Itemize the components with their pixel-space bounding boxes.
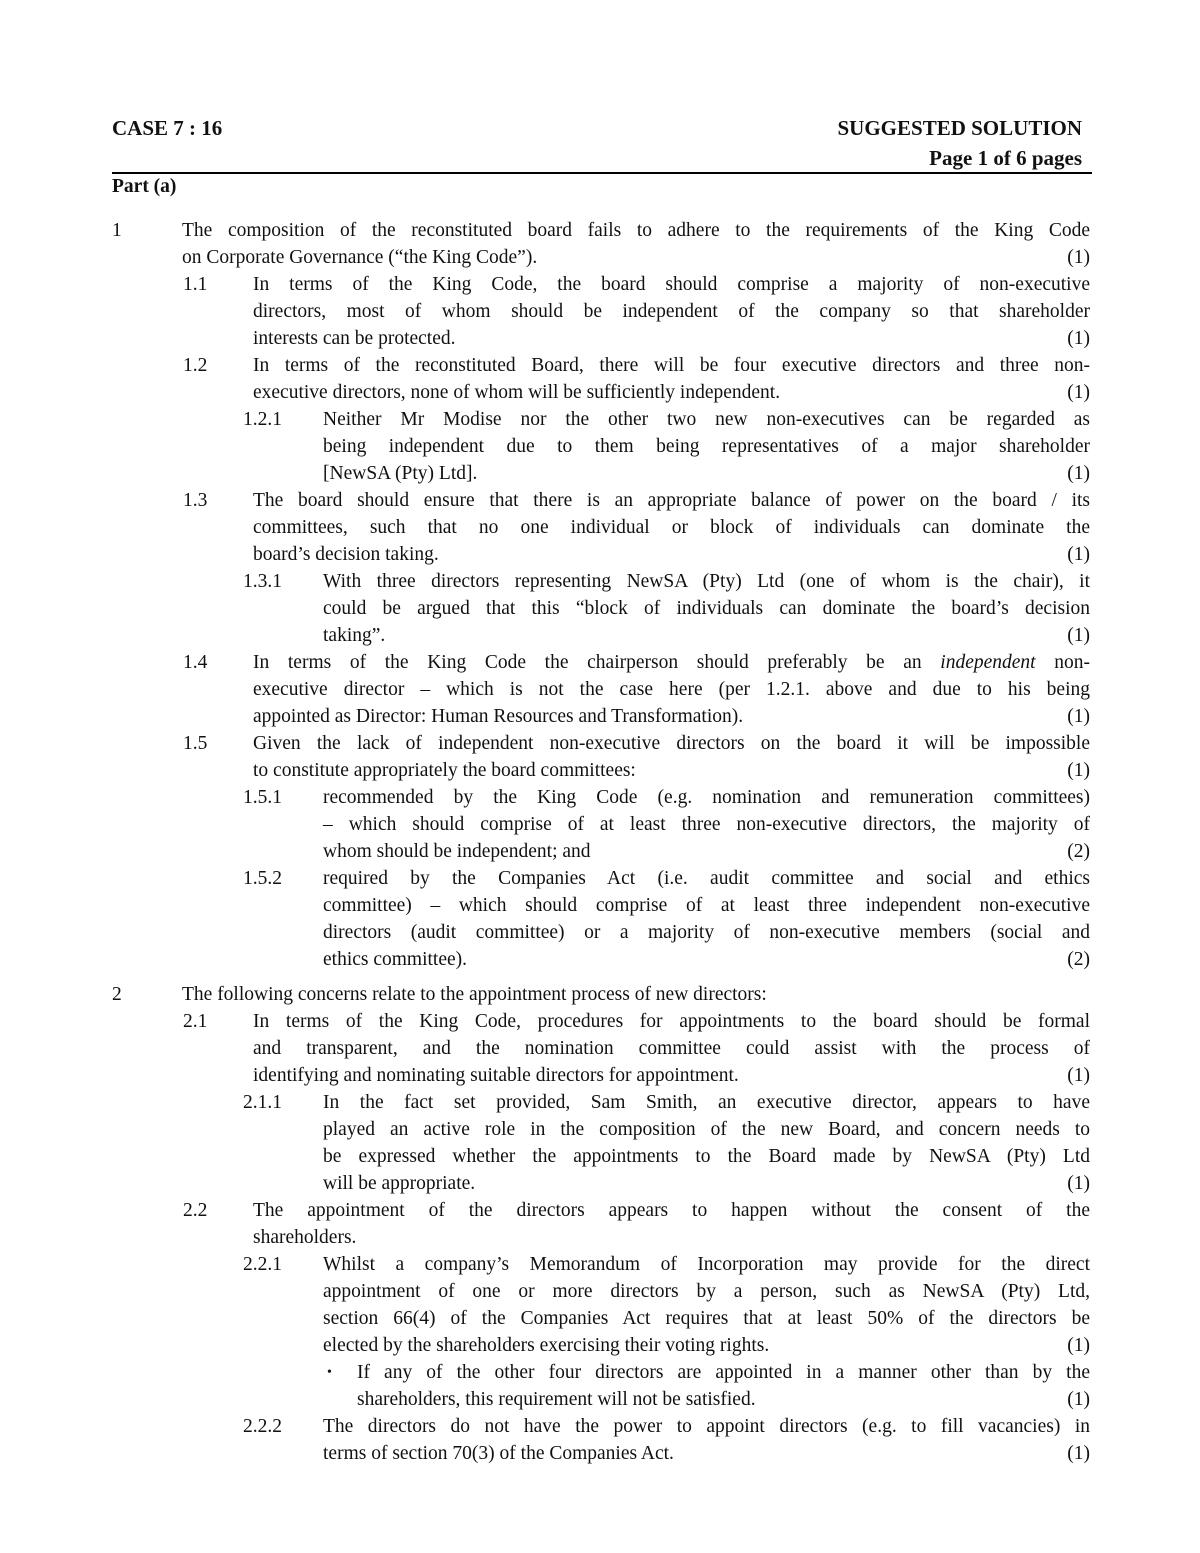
mark-allocation: (1): [1067, 382, 1090, 403]
line-text: will be appropriate.: [323, 1173, 476, 1194]
bullet-icon: •: [327, 1365, 332, 1380]
text-line: [0, 1170, 1200, 1197]
text-line: [0, 1251, 1200, 1278]
line-text: interests can be protected.: [253, 328, 456, 349]
line-text: required by the Companies Act (i.e. audit committee and social and ethics: [323, 868, 1090, 889]
line-text: If any of the other four directors are appointed in a manner other than by the: [357, 1362, 1090, 1383]
case-number: CASE 7 : 16: [112, 116, 223, 140]
mark-allocation: (2): [1067, 949, 1090, 970]
text-line: [0, 379, 1200, 406]
item-number: 2.1: [183, 1011, 208, 1032]
mark-allocation: (1): [1067, 760, 1090, 781]
mark-allocation: (1): [1067, 328, 1090, 349]
page-indicator: Page 1 of 6 pages: [929, 146, 1082, 170]
text-line: [0, 1062, 1200, 1089]
line-text: committee) – which should comprise of at least three independent non-executive: [323, 895, 1090, 916]
solution-title: SUGGESTED SOLUTION: [837, 116, 1082, 140]
text-line: [0, 244, 1200, 271]
item-number: 1.5.2: [243, 868, 282, 889]
line-text: In terms of the King Code, the board should comprise a majority of non-executive: [253, 274, 1090, 295]
text-line: [0, 981, 1200, 1008]
text-line: [0, 919, 1200, 946]
item-number: 1: [112, 220, 122, 241]
emphasis-text: independent: [940, 652, 1036, 673]
line-text: appointment of one or more directors by a person, such as NewSA (Pty) Ltd,: [323, 1281, 1090, 1302]
text-line: [0, 784, 1200, 811]
text-line: [0, 1440, 1200, 1467]
item-number: 1.4: [183, 652, 208, 673]
mark-allocation: (1): [1067, 544, 1090, 565]
text-line: [0, 271, 1200, 298]
text-line: [0, 757, 1200, 784]
line-text: recommended by the King Code (e.g. nomination and remuneration committees): [323, 787, 1090, 808]
line-text: ethics committee).: [323, 949, 468, 970]
mark-allocation: (1): [1067, 1335, 1090, 1356]
text-line: [0, 514, 1200, 541]
line-text: Given the lack of independent non-executive directors on the board it will be impossible: [253, 733, 1090, 754]
text-line: [0, 1089, 1200, 1116]
line-text: elected by the shareholders exercising their voting rights.: [323, 1335, 770, 1356]
line-text: The directors do not have the power to appoint directors (e.g. to fill vacancies) in: [323, 1416, 1090, 1437]
item-number: 2: [112, 984, 122, 1005]
line-text: section 66(4) of the Companies Act requires that at least 50% of the directors be: [323, 1308, 1090, 1329]
text-line: [0, 946, 1200, 973]
mark-allocation: (1): [1067, 706, 1090, 727]
text-line: [0, 649, 1200, 676]
text-line: [0, 1332, 1200, 1359]
text-line: [0, 352, 1200, 379]
line-text: terms of section 70(3) of the Companies Act.: [323, 1443, 674, 1464]
mark-allocation: (2): [1067, 841, 1090, 862]
text-line: [0, 676, 1200, 703]
line-text: appointed as Director: Human Resources and Transformation).: [253, 706, 744, 727]
mark-allocation: (1): [1067, 1065, 1090, 1086]
text-line: [0, 811, 1200, 838]
line-text: Whilst a company’s Memorandum of Incorporation may provide for the direct: [323, 1254, 1090, 1275]
line-text: could be argued that this “block of individuals can dominate the board’s decision: [323, 598, 1090, 619]
mark-allocation: (1): [1067, 625, 1090, 646]
text-line: [0, 541, 1200, 568]
item-number: 2.2: [183, 1200, 208, 1221]
item-number: 1.1: [183, 274, 208, 295]
item-number: 1.5.1: [243, 787, 282, 808]
line-text: The appointment of the directors appears to happen without the consent of the: [253, 1200, 1090, 1221]
line-text: board’s decision taking.: [253, 544, 439, 565]
text-line: [0, 1143, 1200, 1170]
text-line: [0, 460, 1200, 487]
text-line: [0, 1386, 1200, 1413]
text-line: [0, 217, 1200, 244]
line-text: [NewSA (Pty) Ltd].: [323, 463, 478, 484]
line-text: executive directors, none of whom will be sufficiently independent.: [253, 382, 781, 403]
text-line: [0, 1224, 1200, 1251]
text-line: [0, 865, 1200, 892]
text-line: [0, 1305, 1200, 1332]
item-number: 2.1.1: [243, 1092, 282, 1113]
text-line: [0, 1278, 1200, 1305]
mark-allocation: (1): [1067, 1173, 1090, 1194]
item-number: 2.2.1: [243, 1254, 282, 1275]
mark-allocation: (1): [1067, 247, 1090, 268]
item-number: 1.3.1: [243, 571, 282, 592]
item-number: 1.3: [183, 490, 208, 511]
line-text: Neither Mr Modise nor the other two new non-executives can be regarded as: [323, 409, 1090, 430]
text-line: [0, 298, 1200, 325]
mark-allocation: (1): [1067, 1389, 1090, 1410]
text-line: [0, 703, 1200, 730]
text-line: [0, 1116, 1200, 1143]
item-number: 2.2.2: [243, 1416, 282, 1437]
item-number: 1.2.1: [243, 409, 282, 430]
item-number: 1.5: [183, 733, 208, 754]
line-text: In the fact set provided, Sam Smith, an executive director, appears to have: [323, 1092, 1090, 1113]
text-line: [0, 406, 1200, 433]
line-text: In terms of the reconstituted Board, there will be four executive directors and three non-: [253, 355, 1090, 376]
text-line: [0, 1413, 1200, 1440]
line-text: on Corporate Governance (“the King Code”).: [182, 247, 538, 268]
line-text: In terms of the King Code, procedures for appointments to the board should be formal: [253, 1011, 1090, 1032]
line-text: shareholders, this requirement will not be satisfied.: [357, 1389, 756, 1410]
text-line: [0, 487, 1200, 514]
line-text: whom should be independent; and: [323, 841, 591, 862]
text-line: [0, 1035, 1200, 1062]
text-line: [0, 568, 1200, 595]
line-text: directors, most of whom should be independent of the company so that shareholder: [253, 301, 1090, 322]
text-line: [0, 1359, 1200, 1386]
line-text: – which should comprise of at least three non-executive directors, the majority of: [323, 814, 1090, 835]
text-line: [0, 622, 1200, 649]
line-text: be expressed whether the appointments to the Board made by NewSA (Pty) Ltd: [323, 1146, 1090, 1167]
line-text: The board should ensure that there is an appropriate balance of power on the board / its: [253, 490, 1090, 511]
line-text: shareholders.: [253, 1227, 357, 1248]
text-line: [0, 1197, 1200, 1224]
line-text: played an active role in the composition of the new Board, and concern needs to: [323, 1119, 1090, 1140]
line-text: to constitute appropriately the board committees:: [253, 760, 636, 781]
text-line: [0, 433, 1200, 460]
line-text: taking”.: [323, 625, 386, 646]
part-heading: Part (a): [112, 176, 177, 197]
text-line: [0, 1008, 1200, 1035]
line-text: identifying and nominating suitable directors for appointment.: [253, 1065, 739, 1086]
line-text: being independent due to them being representatives of a major shareholder: [323, 436, 1090, 457]
item-number: 1.2: [183, 355, 208, 376]
text-line: [0, 325, 1200, 352]
line-text: and transparent, and the nomination committee could assist with the process of: [253, 1038, 1090, 1059]
text-line: [0, 892, 1200, 919]
mark-allocation: (1): [1067, 463, 1090, 484]
line-text: committees, such that no one individual or block of individuals can dominate the: [253, 517, 1090, 538]
line-text: executive director – which is not the case here (per 1.2.1. above and due to his being: [253, 679, 1090, 700]
line-text: In terms of the King Code the chairperson should preferably be an independent non-: [253, 652, 1090, 673]
line-text: The following concerns relate to the appointment process of new directors:: [182, 984, 767, 1005]
header-rule: [112, 172, 1092, 174]
text-line: [0, 838, 1200, 865]
line-text: directors (audit committee) or a majority of non-executive members (social and: [323, 922, 1090, 943]
line-text: With three directors representing NewSA (Pty) Ltd (one of whom is the chair), it: [323, 571, 1090, 592]
text-line: [0, 730, 1200, 757]
text-line: [0, 595, 1200, 622]
mark-allocation: (1): [1067, 1443, 1090, 1464]
line-text: The composition of the reconstituted board fails to adhere to the requirements of the King Code: [182, 220, 1090, 241]
